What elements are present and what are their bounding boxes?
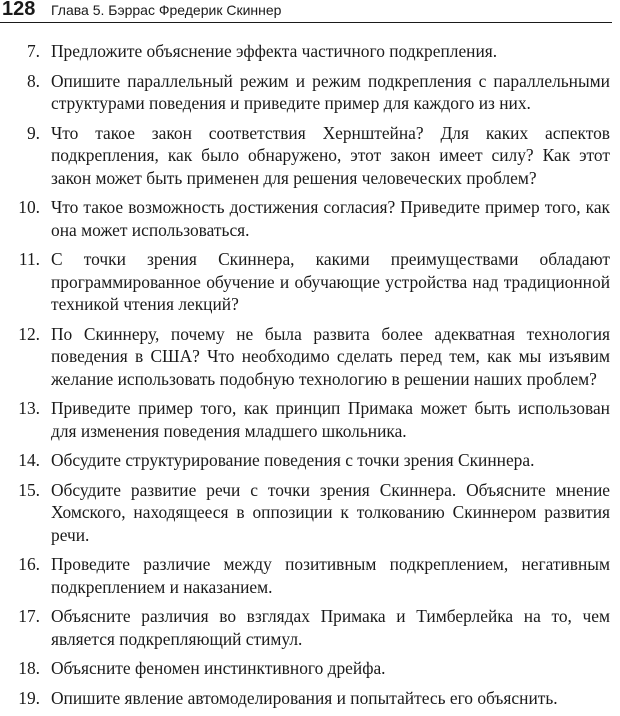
question-number: 19. — [18, 687, 40, 708]
review-questions-list — [0, 40, 620, 716]
running-title: Глава 5. Бэррас Фредерик Скиннер — [51, 2, 282, 18]
question-text: Обсудите развитие речи с точки зрения Скиннера. Объясните мнение Хомского, находящееся в оппозиции к толкованию Скиннером развития речи. — [51, 479, 610, 545]
question-item — [0, 605, 610, 650]
question-text: Проведите различие между позитивным подкреплением, негативным подкреплением и наказанием. — [51, 554, 610, 597]
question-text: По Скиннеру, почему не была развита более адекватная технология поведения в США? Что необходимо сделать перед тем, как мы изъявим желание использовать подобную технологию в решении наших проблем? — [51, 323, 610, 389]
question-number: 11. — [18, 249, 40, 269]
question-number: 7. — [26, 41, 40, 61]
question-text: Опишите явление автомоделирования и попытайтесь его объяснить. — [51, 687, 558, 708]
question-number: 17. — [18, 606, 40, 626]
question-item — [0, 657, 610, 680]
page-header — [0, 0, 612, 23]
question-number: 18. — [18, 658, 40, 678]
question-item — [0, 70, 610, 115]
question-number: 9. — [26, 122, 40, 143]
question-item — [0, 122, 610, 190]
question-number: 10. — [18, 197, 40, 217]
question-item — [0, 40, 610, 63]
question-text: Опишите параллельный режим и режим подкрепления с параллельными структурами поведения и приведите пример для каждого из них. — [51, 70, 610, 113]
question-number: 13. — [18, 398, 40, 418]
question-item — [0, 397, 610, 442]
question-text: Предложите объяснение эффекта частичного подкрепления. — [51, 41, 498, 61]
question-text: Что такое закон соответствия Хернштейна? Для каких аспектов подкрепления, как было обнаружено, этот закон имеет силу? Как этот закон может быть применен для решения человеческих проблем? — [51, 122, 610, 188]
question-item — [0, 248, 610, 316]
question-item — [0, 553, 610, 598]
question-text: Объясните различия во взглядах Примака и Тимберлейка на то, чем является подкрепляющий стимул. — [51, 606, 610, 649]
question-text: С точки зрения Скиннера, какими преимуществами обладают программированное обучение и обучающие устройства над традиционной техникой чтения лекций? — [51, 249, 610, 314]
question-text: Приведите пример того, как принцип Примака может быть использован для изменения поведения младшего школьника. — [51, 398, 610, 441]
question-number: 15. — [18, 479, 40, 500]
question-item — [0, 479, 610, 547]
question-item — [0, 323, 610, 391]
question-item — [0, 687, 610, 710]
question-text: Обсудите структурирование поведения с точки зрения Скиннера. — [51, 450, 535, 470]
question-number: 8. — [26, 70, 40, 91]
question-text: Что такое возможность достижения согласия? Приведите пример того, как она может использоваться. — [51, 197, 610, 240]
question-item — [0, 449, 610, 472]
question-item — [0, 196, 610, 241]
question-number: 16. — [18, 554, 40, 574]
question-number: 14. — [18, 450, 40, 470]
page-number: 128 — [2, 0, 36, 20]
question-text: Объясните феномен инстинктивного дрейфа. — [51, 658, 386, 678]
question-number: 12. — [18, 323, 40, 344]
